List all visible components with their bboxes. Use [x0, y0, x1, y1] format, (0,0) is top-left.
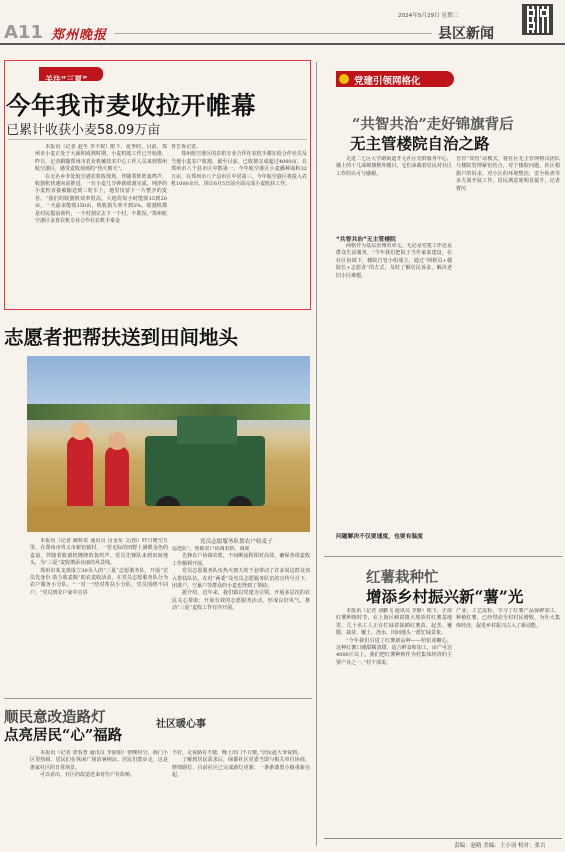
section-name: 县区新闻: [438, 26, 494, 42]
party-col-1b: 网格作为基层治理的单元，无论是党建工作还是群众生活服务，“今年我们把院子当作家来建设，在社区协调下，楼院自管小组成立，通过“网格员+楼院长+志愿者”的方式，及时了解居民诉求，解决老旧小区难题。: [336, 243, 452, 279]
editor-credits: 责编：赵晴 美编：王小羽 校对：张吉: [454, 843, 546, 849]
harvester-image: [145, 436, 265, 506]
party-title-1: “共智共治”走好锦旗背后: [352, 116, 514, 133]
lead-story-box: [4, 60, 311, 310]
community-badge: 社区暖心事: [156, 719, 206, 730]
flag-icon: [339, 74, 349, 84]
party-subhead-1: “共智共治”无主管楼院: [336, 237, 396, 243]
tag-guanzhu-sanxia: 关注“三夏”: [39, 67, 103, 81]
lamp-col-1: 本报讯（记者 唐春普 通讯员 李丽娟）傍晚时分，海门小区里热闹，居民们在休闲广场消暑纳凉。居民们散步走，这是惠家社区的日常场景。 可以看出，社区的改造近来对住户有影响。: [30, 750, 168, 779]
party-col-1: 走进二七区大学路街道开元社区党群服务中心，墙上的十几面锦旗格外醒目，它们承载着居民对社区工作的认可与感谢。: [336, 156, 452, 177]
village-title-2: 增添乡村振兴新“薯”光: [366, 587, 524, 606]
village-col-1: 本报讯（记者 刘鹏飞 通讯员 李静）眼下，正值红薯种植时节，在上街区峡窝镇大坡顶村红薯基地里，几十名工人正在忙碌着栽插红薯苗，起垄、覆膜、栽苗、覆土、浇水，田间地头一派忙碌景象。 “今年我们引进了红薯新品种——哈密冰糖心，这种红薯口感甜糯清甜，适合鲜食和加工，亩产可达4000斤以上，我们把红薯种植作为村集体经济的主要产业之一。”村干部说。: [336, 608, 452, 666]
newspaper-logo: 郑州晚报: [51, 28, 108, 43]
village-col-2: 产业，工艺流程，学习了红薯产品保鲜加工，种植红薯，已经带动全村村民增收，为壮大集体经济，促进乡村振兴注入了新动能。: [456, 608, 560, 629]
volunteer-title: 志愿者把帮扶送到田间地头: [4, 326, 239, 349]
photo-caption: 党员志愿服务队帮农户收麦子: [200, 539, 273, 545]
lamp-col-2: 不好，走夜路有不便，晚上出门不方便。”居民赵大爷说到。 了解到居民需求后，绿都社区党委当即与相关单位协商，修缮路灯，目前社区已完成路灯更新，一条条漆黑小路重新亮起。: [172, 750, 310, 779]
lamp-title-2: 点亮居民“心”福路: [4, 727, 123, 744]
qr-code-icon: [522, 4, 553, 35]
lead-col-2: 喜告诉记者。 郑州航空港区的农机专业合作社农机手都在给合作社员及当地小麦农户收割，截至目前，已收割完成超过4000亩。在郑州市八个县市区中数第一，今年航空港区小麦播种面积32万亩，在郑州市八个县市区中居第三，今年航空港区将投入农机1000余台，预计6月5日前全面完成小麦收获工作。: [171, 144, 307, 188]
party-tag: 党建引领网格化: [336, 71, 454, 87]
volunteer-col-2: 巡逻队”，帮助农户协调农机、调度 先锋农户协调农机，不间断流程相对高效，确保各项麦收工作顺利开展。 党员志愿服务队伍热火朝天的干劲带动了许多周边群众加入帮扶队伍，在村“两委”及党员志愿服务队伍的宣传号召下，团委户，空巢户等群众的小麦也得到了帮助。 据介绍，近年来，我们镇以党建为引领，开展多层次的农民关心帮助；开展有效的志愿服务活动，形成良好风气，推动“三夏”麦收工作有序开展。: [172, 546, 310, 612]
lamp-title-1: 顺民意改造路灯: [4, 709, 106, 726]
issue-date: 2024年5月29日 星期三: [398, 13, 459, 19]
party-subhead-2: 问题解决不仅要速度，也要有温度: [336, 534, 423, 540]
village-title-1: 红薯栽种忙: [366, 569, 439, 586]
volunteer-col-1: 本报讯（记者 姚辉常 通讯员 闫金东 文/图）昨日晴空万里，在郑州市巩义市新密镇村，一望无际的田野上满眼金色的麦浪，伴随着收割机隆隆的轰鸣声，党员先锋队来到田间地头，为“三夏”麦收增添亮丽的风景线。 郑州市某支部成立30余人的“三夏”志愿服务队，开展“党员先身份 助力收麦粮”助农麦收活动，在党员志愿服务队分为农户服务小分队、“一对一”结对帮扶小分队，党员围绕不同户，“党员到农户家中宣讲: [30, 538, 168, 596]
header-divider: [0, 43, 565, 45]
volunteer-figure-2: [105, 446, 129, 514]
volunteer-figure-1: [67, 436, 93, 512]
page-header: [0, 0, 565, 44]
party-col-2: 自管“双管”动模式，将社区无主管网格员团队与楼院管理紧密结合，对于楼院问题，社区根据户的诉求，对小区的环境整治，安全检查等多方面开展工作，居民满意度明显提升。记者 曹芮: [456, 156, 560, 192]
lead-subtitle: 已累计收获小麦58.09万亩: [6, 123, 161, 138]
page-number: A11: [4, 22, 43, 43]
volunteer-photo: [27, 356, 310, 532]
party-title-2: 无主管楼院自治之路: [350, 134, 490, 153]
lead-col-1: 本报讯（记者 赵冬 李丰权）眼下，夏季时，目前，郑州市小麦正处于大面积成熟时期，小麦机收工作已开始推，昨日，记者跟随郑州市农业机械技术中心工作人员来到郑州航空港区，感受麦收现场的“热火朝天”。 在无名乡李处航空港农机收现场，伴随着阵阵轰鸣声，收割机快速向前推进，一台小麦几分钟就收割完成，纯净的小麦粒直接被输送到三轮车上，地里仅留下一片整齐的麦茬。“我们的收割机效率很高，大地块每小时能收15到20亩，一天最多能收150亩，机收损失率不到2%。收割机都是村民提前预约，一个村割完去下一个村，不耽误。”郑州航空港区金喜农机专业合作社农机手秦金: [35, 144, 167, 225]
lead-title: 今年我市麦收拉开帷幕: [6, 91, 256, 120]
